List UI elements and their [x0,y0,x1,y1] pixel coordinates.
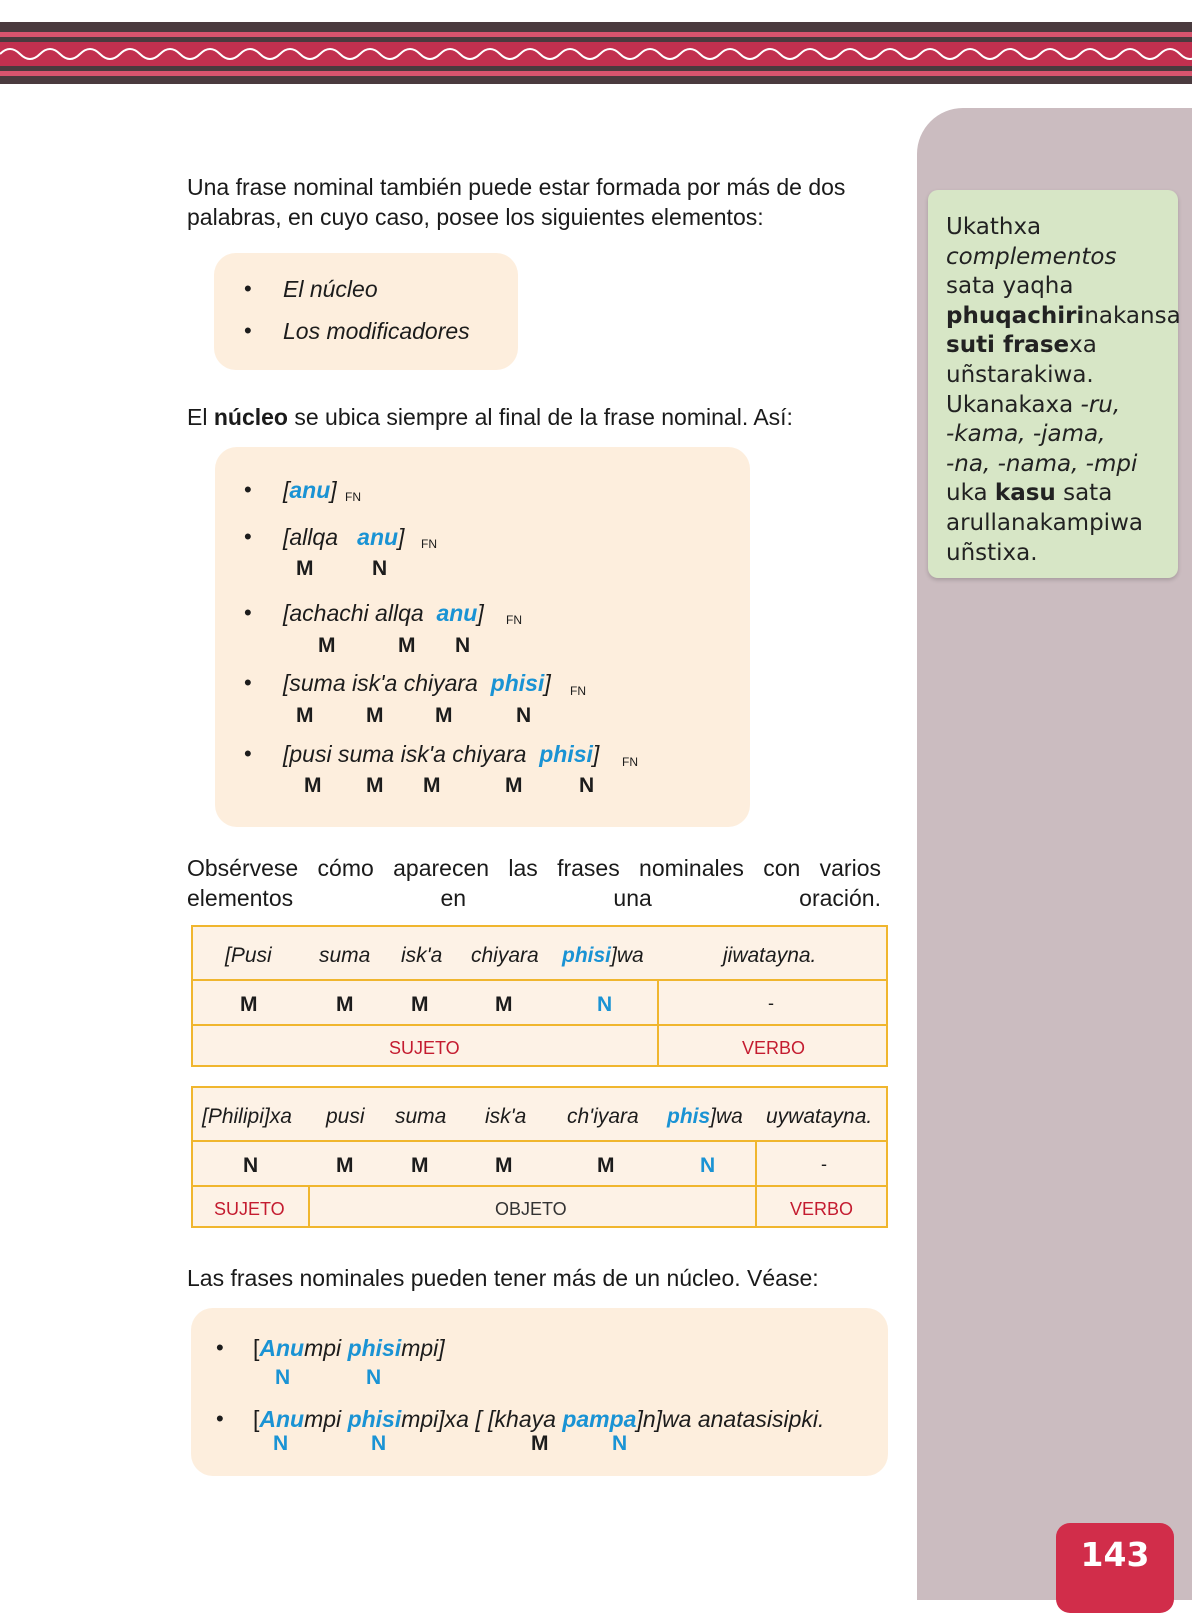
modifier-mark: M [495,993,513,1016]
nucleus-sentence: El núcleo se ubica siempre al final de la frase nominal. Así: [187,404,793,430]
bullet: • [216,1406,224,1431]
modifier-mark: M [296,704,314,727]
nucleus-mark: N [275,1366,291,1389]
table2-word: pusi [326,1105,365,1128]
decorative-header-band [0,22,1192,84]
table1-word: isk'a [401,944,443,967]
modifier-mark: M [495,1154,513,1177]
bullet: • [244,600,252,625]
elements-box [214,253,518,370]
nucleus-mark: N [273,1432,289,1455]
nucleus-mark: N [516,704,532,727]
example-2: [allqa anu] [283,524,405,550]
modifier-mark: M [318,634,336,657]
nucleus-mark: N [597,993,613,1016]
nucleus-mark: N [243,1154,259,1177]
table1-word: suma [319,944,371,967]
sentence-table-1 [191,925,888,1067]
verb-mark: - [821,1154,827,1174]
example-4: [suma isk'a chiyara phisi] [283,670,551,696]
modifier-mark: M [336,993,354,1016]
example-3: [achachi allqa anu] [283,600,484,626]
modifier-mark: M [366,704,384,727]
role-verb: VERBO [790,1199,854,1219]
page-number: 143 [1080,1535,1150,1574]
modifier-mark: M [435,704,453,727]
bullet: • [216,1335,224,1360]
modifier-mark: M [398,634,416,657]
element-nucleus: El núcleo [283,276,378,302]
element-modifiers: Los modificadores [283,318,470,344]
nucleus-mark: N [612,1432,628,1455]
role-subject: SUJETO [389,1038,460,1058]
table1-word: [Pusi [225,944,272,967]
table1-nucleus-word: phisi]wa [562,944,644,967]
role-object: OBJETO [495,1199,567,1219]
multi-example-2: [Anumpi phisimpi]xa [ [khaya pampa]n]wa anatasisipki. [253,1406,825,1432]
bullet: • [244,741,252,766]
modifier-mark: M [366,774,384,797]
modifier-mark: M [240,993,258,1016]
modifier-mark: M [411,1154,429,1177]
table1-verb: jiwatayna. [723,944,817,967]
bullet: • [244,318,252,343]
table2-nucleus-word: phis]wa [667,1105,743,1128]
modifier-mark: M [423,774,441,797]
modifier-mark: M [304,774,322,797]
fn-label: FN [421,537,437,551]
bullet: • [244,524,252,549]
fn-label: FN [570,684,586,698]
example-1: [anu] [283,477,337,503]
table2-word: ch'iyara [567,1105,639,1128]
table1-word: chiyara [471,944,539,967]
nucleus-mark: N [366,1366,382,1389]
fn-label: FN [622,755,638,769]
modifier-mark: M [505,774,523,797]
modifier-mark: M [531,1432,549,1455]
bullet: • [244,276,252,301]
sentence-table-2 [191,1086,888,1228]
nucleus-mark: N [579,774,595,797]
table2-word: isk'a [485,1105,527,1128]
nucleus-mark: N [372,557,388,580]
modifier-mark: M [296,557,314,580]
modifier-mark: M [597,1154,615,1177]
role-verb: VERBO [742,1038,806,1058]
multi-nucleus-paragraph: Las frases nominales pueden tener más de un núcleo. Véase: [187,1265,819,1291]
nucleus-mark: N [371,1432,387,1455]
table2-word: suma [395,1105,447,1128]
nucleus-mark: N [455,634,471,657]
verb-mark: - [768,993,774,1013]
table2-verb: uywatayna. [766,1105,873,1128]
multi-example-1: [Anumpi phisimpi] [253,1335,445,1361]
modifier-mark: M [411,993,429,1016]
fn-label: FN [345,490,361,504]
intro-paragraph: Una frase nominal también puede estar formada por más de dos palabras, en cuyo caso, posee los siguientes elementos: [187,174,846,230]
fn-label: FN [506,613,522,627]
sidebar-note-text: Ukathxa complementos sata yaqha phuqachirinakansa suti frasexa uñstarakiwa. Ukanakaxa -ru, -kama, -jama, -na, -nama, -mpi uka kasu sata arullanakampiwa uñstixa. [946,214,1181,566]
example-5: [pusi suma isk'a chiyara phisi] [283,741,600,767]
observe-paragraph: Obsérvese cómo aparecen las frases nominales con varios elementos en una oración. [187,855,881,911]
examples-box [215,447,750,827]
bullet: • [244,477,252,502]
modifier-mark: M [336,1154,354,1177]
nucleus-mark: N [700,1154,716,1177]
role-subject: SUJETO [214,1199,285,1219]
table2-word: [Philipi]xa [202,1105,292,1128]
bullet: • [244,670,252,695]
